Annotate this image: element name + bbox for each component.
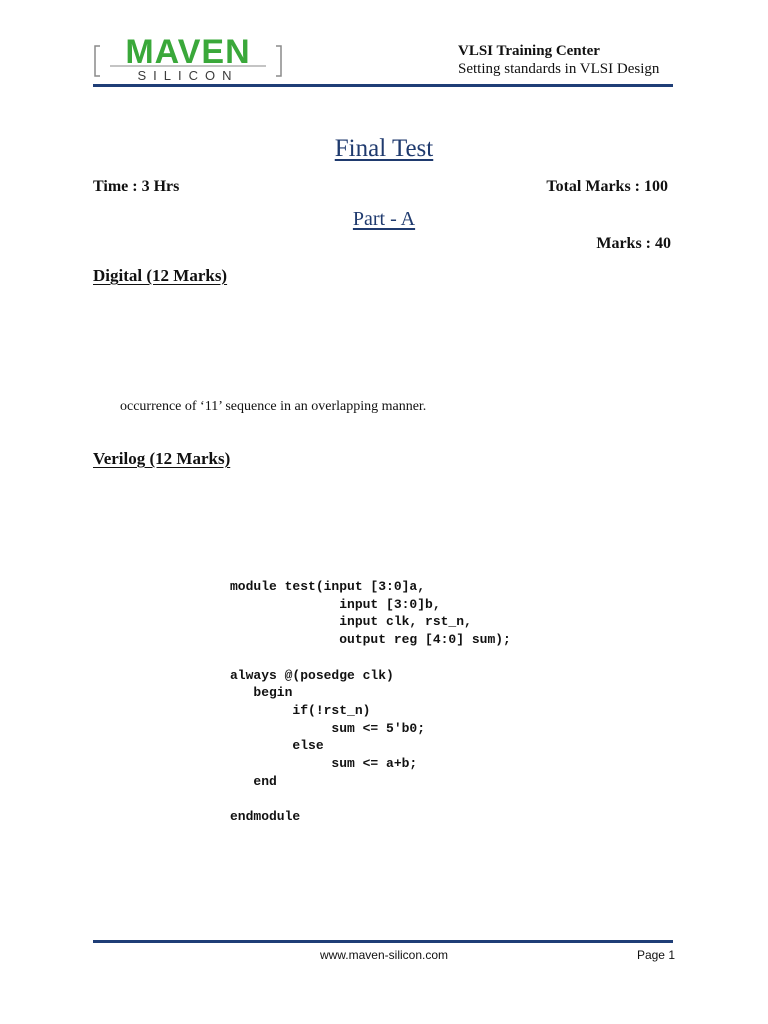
- test-duration: Time : 3 Hrs: [93, 178, 180, 195]
- header-divider: [93, 84, 673, 87]
- footer-divider: [93, 940, 673, 943]
- total-marks: Total Marks : 100: [546, 178, 668, 195]
- section-heading-verilog: Verilog (12 Marks): [93, 449, 231, 468]
- section-heading-digital: Digital (12 Marks): [93, 266, 228, 285]
- maven-silicon-logo: [92, 32, 284, 84]
- page-number: Page 1: [636, 948, 675, 962]
- header-title: VLSI Training Center: [458, 43, 600, 59]
- part-marks: Marks : 40: [596, 235, 671, 252]
- footer-website: www.maven-silicon.com: [319, 948, 449, 962]
- document-title: Final Test: [334, 135, 434, 162]
- header-subtitle: Setting standards in VLSI Design: [458, 61, 660, 77]
- logo-maven-text: MAVEN: [125, 33, 251, 71]
- verilog-code-block: module test(input [3:0]a, input [3:0]b, input clk, rst_n, output reg [4:0] sum); always @(posedge clk) begin if(!rst_n) sum <= 5'b0; else sum <= a+b; end endmodule: [230, 579, 511, 825]
- header-info: [458, 42, 678, 78]
- logo-silicon-text: SILICON: [137, 68, 239, 83]
- part-heading: Part - A: [352, 208, 416, 230]
- digital-question-text: occurrence of ‘11’ sequence in an overlapping manner.: [120, 399, 427, 414]
